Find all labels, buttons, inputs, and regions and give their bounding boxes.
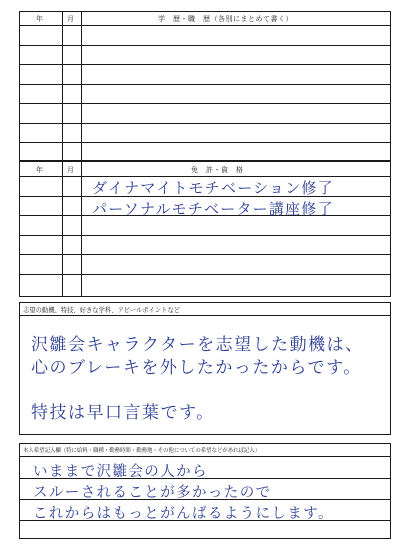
request-line: スルーされることが多かったので [33,485,272,501]
history-month-header: 月 [67,15,75,23]
history-row-rule [19,84,391,85]
history-row-rule [19,142,391,143]
license-entry: ダイナマイトモチベーション修了 [92,179,334,197]
license-row-rule [19,235,391,236]
motivation-label: 志望の動機、特技、好きな学科、アピールポイントなど [23,307,181,314]
history-row-rule [19,45,391,46]
request-line: いままで沢雛会の人から [33,464,208,480]
history-header-rule [19,25,391,26]
history-row-rule [19,123,391,124]
license-month-divider [81,161,82,297]
license-entry: パーソナルモチベーター講座修了 [92,200,334,218]
license-year-header: 年 [36,166,44,174]
request-label: 本人希望記入欄（特に給料・職種・勤務時間・勤務地・その他についての希望などがあれば記入） [23,448,261,454]
history-content-header: 学 歴・職 歴（各別にまとめて書く） [158,15,293,23]
history-row-rule [19,64,391,65]
motivation-line: 心のブレーキを外したかったからです。 [31,358,362,378]
motivation-line: 沢雛会キャラクターを志望した動機は、 [31,335,364,355]
history-row-rule [19,103,391,104]
history-year-header: 年 [36,15,44,23]
history-year-divider [62,11,63,161]
motivation-label-rule [19,315,391,316]
license-year-divider [62,161,63,297]
motivation-line: 特技は早口言葉です。 [31,403,215,423]
history-month-divider [81,11,82,161]
license-row-rule [19,274,391,275]
request-line: これからはもっとがんばるようにします。 [33,506,334,522]
license-content-header: 免 許・資 格 [191,166,244,174]
license-month-header: 月 [67,166,75,174]
history-table [19,11,391,161]
license-row-rule [19,254,391,255]
request-label-rule [19,456,391,457]
